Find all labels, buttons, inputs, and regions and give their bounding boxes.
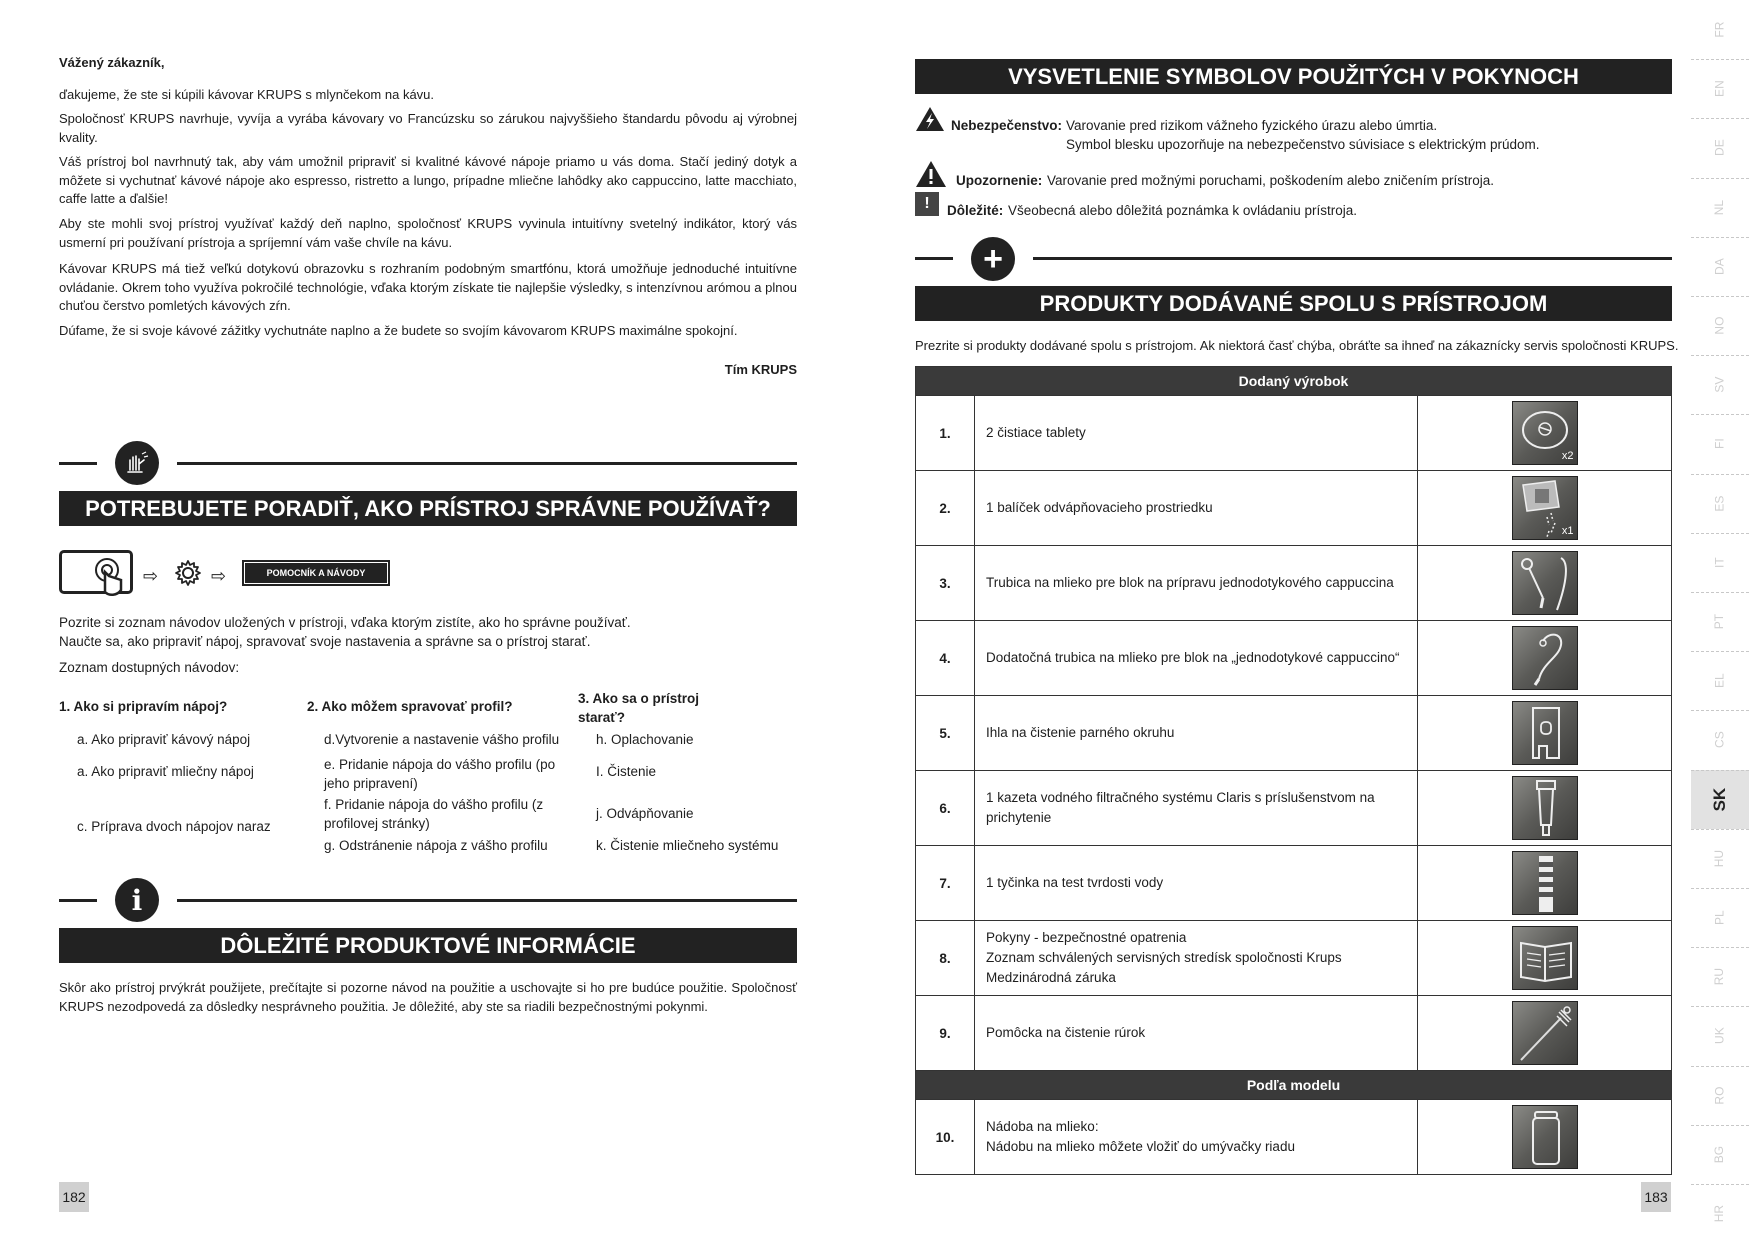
language-tab-ru[interactable] (1691, 947, 1749, 1006)
plus-icon: + (971, 237, 1015, 281)
language-tab-de[interactable] (1691, 118, 1749, 177)
language-tab-hr[interactable] (1691, 1184, 1749, 1241)
help-section-title: POTREBUJETE PORADIŤ, AKO PRÍSTROJ SPRÁVNE POUŽÍVAŤ? (59, 491, 797, 526)
guide-item: d.Vytvorenie a nastavenie vášho profilu (324, 732, 560, 747)
language-tab-label: SK (1710, 787, 1730, 812)
language-separator (1691, 237, 1749, 238)
table-header-by-model: Podľa modelu (916, 1071, 1672, 1100)
language-separator (1691, 1066, 1749, 1067)
language-tab-cs[interactable] (1691, 710, 1749, 769)
desc-line: Medzinárodná záruka (986, 970, 1116, 985)
guide-item: a. Ako pripraviť kávový nápoj (77, 732, 251, 747)
intro-paragraph-1: ďakujeme, že ste si kúpili kávovar KRUPS s mlynčekom na kávu. (59, 87, 435, 102)
language-tab-label: RO (1712, 1086, 1727, 1105)
language-separator (1691, 178, 1749, 179)
table-row: 7. 1 tyčinka na test tvrdosti vody (916, 846, 1672, 921)
danger-text-2: Symbol blesku upozorňuje na nebezpečenstvo súvisiace s elektrickým prúdom. (1066, 137, 1540, 152)
language-tab-label: FI (1712, 438, 1727, 450)
cleaning-needle-icon (1512, 701, 1578, 765)
greeting: Vážený zákazník, (59, 55, 165, 70)
lightning-warning-icon (915, 106, 945, 137)
language-tab-es[interactable] (1691, 474, 1749, 533)
desc-line: Nádobu na mlieko môžete vložiť do umývačky riadu (986, 1139, 1295, 1154)
language-separator (1691, 414, 1749, 415)
language-tab-label: HR (1712, 1204, 1727, 1223)
arrow-right-icon: ⇨ (143, 566, 159, 586)
language-separator (1691, 1006, 1749, 1007)
language-tab-label: NL (1712, 199, 1727, 215)
help-guides-button-label: POMOCNÍK A NÁVODY (244, 562, 388, 584)
table-row: 2. 1 balíček odvápňovacieho prostriedku x1 (916, 471, 1672, 546)
language-tab-sv[interactable] (1691, 355, 1749, 414)
language-tab-label: NO (1712, 316, 1727, 335)
language-tab-nl[interactable] (1691, 178, 1749, 237)
table-header: Dodaný výrobok (916, 367, 1672, 396)
important-icon: ! (915, 192, 939, 216)
language-tab-sk[interactable] (1691, 770, 1749, 829)
language-separator (1691, 592, 1749, 593)
language-separator (1691, 710, 1749, 711)
symbols-section-title: VYSVETLENIE SYMBOLOV POUŽITÝCH V POKYNOCH (915, 59, 1672, 94)
page-number-right: 183 (1641, 1182, 1671, 1212)
language-tab-label: DE (1712, 139, 1727, 157)
info-text: Skôr ako prístroj prvýkrát použijete, prečítajte si pozorne návod na použitie a uschovajte si ho pre budúce použitie. Spoločnosť KRUPS nezodpovedá za dôsledky nesprávneho použitia. Je dôležité, aby ste sa riadili bezpečnostnými pokynmi. (59, 980, 797, 1014)
guide-item: c. Príprava dvoch nápojov naraz (77, 819, 271, 834)
important-label: Dôležité: (947, 203, 1004, 218)
language-tab-label: UK (1712, 1027, 1727, 1045)
caution-label: Upozornenie: (956, 173, 1043, 188)
descaler-sachet-icon: x1 (1512, 476, 1578, 540)
language-tab-no[interactable] (1691, 296, 1749, 355)
guides-col3-title: 3. Ako sa o prístroj starať? (578, 691, 700, 725)
products-table (915, 366, 1672, 1175)
arrow-right-icon: ⇨ (211, 566, 227, 586)
language-separator (1691, 474, 1749, 475)
language-separator (1691, 355, 1749, 356)
touchscreen-icon (59, 550, 133, 594)
language-tab-label: EL (1712, 673, 1727, 689)
guide-item: e. Pridanie nápoja do vášho profilu (po jeho pripravení) (324, 757, 556, 791)
language-tab-ro[interactable] (1691, 1066, 1749, 1125)
language-separator (1691, 770, 1749, 771)
cleaning-brush-icon (1512, 1001, 1578, 1065)
hand-touch-icon (115, 441, 159, 485)
language-tab-label: EN (1712, 80, 1727, 98)
important-text: Všeobecná alebo dôležitá poznámka k ovládaniu prístroja. (1008, 203, 1357, 218)
help-guides-button[interactable] (242, 560, 390, 586)
language-separator (1691, 888, 1749, 889)
test-strip-icon (1512, 851, 1578, 915)
language-separator (1691, 651, 1749, 652)
gear-icon (173, 558, 203, 593)
caution-text: Varovanie pred možnými poruchami, poškodením alebo zničením prístroja. (1047, 173, 1494, 188)
guide-item: a. Ako pripraviť mliečny nápoj (77, 764, 254, 779)
guide-item: g. Odstránenie nápoja z vášho profilu (324, 838, 548, 853)
language-tab-el[interactable] (1691, 651, 1749, 710)
guide-item: h. Oplachovanie (596, 732, 694, 747)
manual-book-icon (1512, 926, 1578, 990)
tablet-icon: x2 (1512, 401, 1578, 465)
help-divider-right (177, 462, 797, 465)
info-section-title: DÔLEŽITÉ PRODUKTOVÉ INFORMÁCIE (59, 928, 797, 963)
language-separator (1691, 59, 1749, 60)
milk-tube-icon (1512, 551, 1578, 615)
filter-cartridge-icon (1512, 776, 1578, 840)
guides-label: Zoznam dostupných návodov: (59, 660, 240, 675)
table-row: 9. Pomôcka na čistenie rúrok (916, 996, 1672, 1071)
language-separator (1691, 1184, 1749, 1185)
signature: Tím KRUPS (724, 362, 797, 377)
language-separator (1691, 533, 1749, 534)
table-row: 1. 2 čistiace tablety x2 (916, 396, 1672, 471)
language-tab-label: CS (1712, 731, 1727, 749)
intro-paragraph-5: Kávovar KRUPS má tiež veľkú dotykovú obrazovku s rozhraním podobným smartfónu, ktorá umožňuje jednoduché intuitívne ovládanie. Okrem toho využíva pokročilé technológie, vďaka ktorým získate tie najlepšie výsledky, s intenzívnou arómou a plnou chuťou čerstvo pomletých kávových zŕn. (59, 261, 797, 313)
table-row: 10. Nádoba na mlieko: Nádobu na mlieko môžete vložiť do umývačky riadu (916, 1100, 1672, 1175)
guide-item: k. Čistenie mliečneho systému (596, 838, 779, 853)
danger-label: Nebezpečenstvo: (951, 118, 1063, 133)
language-tab-it[interactable] (1691, 533, 1749, 592)
guide-item: I. Čistenie (596, 764, 657, 779)
help-line-2: Naučte sa, ako pripraviť nápoj, spravovať svoje nastavenia a správne sa o prístroj starať. (59, 634, 591, 649)
guides-col2-title: 2. Ako môžem spravovať profil? (307, 699, 513, 714)
intro-paragraph-2: Spoločnosť KRUPS navrhuje, vyvíja a vyrába kávovary vo Francúzsku so zárukou najvyššieho štandardu pôvodu aj výrobnej kvality. (59, 111, 797, 145)
language-tab-label: BG (1712, 1145, 1727, 1164)
language-tab-label: ES (1712, 495, 1727, 512)
language-tab-label: RU (1712, 968, 1727, 986)
language-separator (1691, 947, 1749, 948)
desc-line: Nádoba na mlieko: (986, 1119, 1099, 1134)
desc-line: Pokyny - bezpečnostné opatrenia (986, 930, 1187, 945)
table-row: 3. Trubica na mlieko pre blok na prípravu jednodotykového cappuccina (916, 546, 1672, 621)
milk-container-icon (1512, 1105, 1578, 1169)
table-row: 6. 1 kazeta vodného filtračného systému Claris s príslušenstvom na prichytenie (916, 771, 1672, 846)
guide-item: f. Pridanie nápoja do vášho profilu (z profilovej stránky) (324, 797, 544, 831)
intro-paragraph-3: Váš prístroj bol navrhnutý tak, aby vám umožnil pripraviť si kvalitné kávové nápoje priamo u vás doma. Stačí jediný dotyk a môžete si vychutnať kávové nápoje ako espresso, ristretto a lungo, prípadne mliečne lahôdky ako cappuccino, latte macchiato, caffe latte a ďalšie! (59, 154, 797, 206)
guides-col1-title: 1. Ako si pripravím nápoj? (59, 699, 228, 714)
language-tab-label: IT (1712, 557, 1727, 568)
language-separator (1691, 829, 1749, 830)
language-tab-label: FR (1712, 21, 1727, 38)
info-divider-right (177, 899, 797, 902)
language-tab-fi[interactable] (1691, 414, 1749, 473)
language-tab-label: SV (1712, 376, 1727, 393)
language-tab-label: HU (1712, 849, 1727, 868)
intro-paragraph-6: Dúfame, že si svoje kávové zážitky vychutnáte naplno a že budete so svojím kávovarom KRUPS maximálne spokojní. (59, 323, 738, 338)
language-separator (1691, 296, 1749, 297)
language-tab-fr[interactable] (1691, 0, 1749, 59)
language-tab-bg[interactable] (1691, 1125, 1749, 1184)
products-divider-right (1033, 257, 1672, 260)
desc-line: Zoznam schválených servisných stredísk spoločnosti Krups (986, 950, 1342, 965)
table-row: 8. Pokyny - bezpečnostné opatrenia Zoznam schválených servisných stredísk spoločnosti Krups Medzinárodná záruka (916, 921, 1672, 996)
language-tab-pl[interactable] (1691, 888, 1749, 947)
language-tab-label: PT (1712, 613, 1727, 630)
language-tab-label: DA (1712, 258, 1727, 275)
table-row: 4. Dodatočná trubica na mlieko pre blok na „jednodotykové cappuccino“ (916, 621, 1672, 696)
intro-paragraph-4: Aby ste mohli svoj prístroj využívať každý deň naplno, spoločnosť KRUPS vyvinula intuitívny svetelný indikátor, ktorý vás usmerní pri používaní prístroja a spríjemní vám vaše chvíle na kávu. (59, 216, 797, 250)
extra-milk-tube-icon (1512, 626, 1578, 690)
language-tab-uk[interactable] (1691, 1006, 1749, 1065)
products-intro: Prezrite si produkty dodávané spolu s prístrojom. Ak niektorá časť chýba, obráťte sa ihneď na zákaznícky servis spoločnosti KRUPS. (915, 338, 1679, 353)
language-separator (1691, 1125, 1749, 1126)
language-separator (1691, 118, 1749, 119)
table-row: 5. Ihla na čistenie parného okruhu (916, 696, 1672, 771)
info-divider-left (59, 899, 97, 902)
products-divider-left (915, 257, 953, 260)
guide-item: j. Odvápňovanie (596, 806, 694, 821)
help-divider-left (59, 462, 97, 465)
language-tab-label: PL (1712, 910, 1727, 925)
help-line-1: Pozrite si zoznam návodov uložených v prístroji, vďaka ktorým zistíte, ako ho správne používať. (59, 615, 631, 630)
language-tab-pt[interactable] (1691, 592, 1749, 651)
caution-icon (915, 160, 947, 193)
language-tab-en[interactable] (1691, 59, 1749, 118)
page-number-left: 182 (59, 1182, 89, 1212)
language-tab-da[interactable] (1691, 237, 1749, 296)
danger-text: Varovanie pred rizikom vážneho fyzického úrazu alebo úmrtia. (1066, 118, 1438, 133)
products-section-title: PRODUKTY DODÁVANÉ SPOLU S PRÍSTROJOM (915, 286, 1672, 321)
info-icon: i (115, 878, 159, 922)
language-tab-hu[interactable] (1691, 829, 1749, 888)
